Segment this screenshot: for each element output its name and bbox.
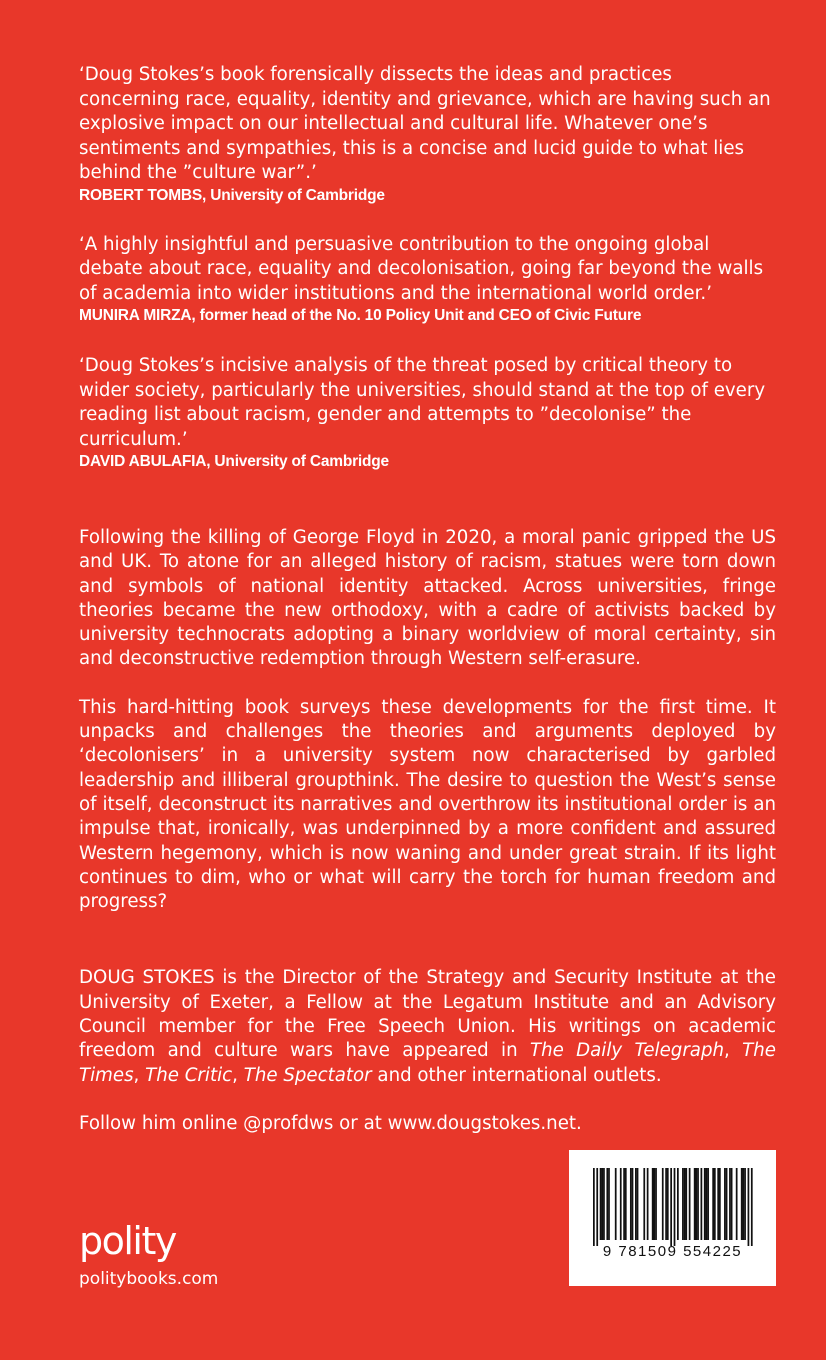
endorsement-quote: ‘Doug Stokes’s incisive analysis of the threat posed by critical theory to wider society, particularly the universities, should stand at the top of every reading list about racism, gender and attempts to ”decolonise” the curriculum.’ [79,355,766,450]
barcode-bar [655,1168,657,1240]
separator: , [724,1040,743,1062]
endorser-affiliation: , former head of the No. 10 Policy Unit and CEO of Civic Future [191,307,642,324]
barcode-bar [606,1168,608,1240]
barcode-bar [665,1168,667,1240]
barcode-bar [623,1168,625,1240]
barcode-bar [712,1168,714,1240]
endorser-name: DAVID ABULAFIA [79,453,207,470]
endorser-affiliation: , University of Cambridge [202,186,385,204]
endorser-name: MUNIRA MIRZA [79,307,192,324]
barcode-bar [685,1168,687,1240]
barcode-bar [662,1168,664,1240]
isbn-number: 9 781509 554225 [602,1243,743,1260]
blurb-paragraph-2: This hard-hitting book surveys these developments for the first time. It unpacks and challenges the theories and arguments deployed by ‘decolonisers’ in a university system now characterised by garbled leadership and illiberal groupthink. The desire to question the West’s sense of itself, deconstruct its narratives and overthrow its institutional order is an impulse that, ironically, was underpinned by a more confident and assured Western hegemony, which is now waning and under great strain. If its light continues to dim, who or what will carry the torch for human freedom and progress? [79,696,776,913]
endorsement-attribution [79,186,776,206]
barcode-bar [647,1168,649,1240]
publisher-website: politybooks.com [79,1269,219,1289]
barcode-bar [652,1168,654,1240]
barcode-bar [684,1168,686,1240]
publication-title: The Spectator [243,1064,372,1086]
separator: , [133,1064,146,1086]
endorsement-3 [79,354,776,472]
publication-title: The Times [79,1040,776,1086]
barcode-bar [653,1168,655,1240]
barcode-bar [596,1168,598,1246]
barcode-bar [748,1168,750,1246]
barcode-bar [682,1168,684,1240]
barcode-bar [608,1168,610,1240]
barcode-bar [643,1168,645,1240]
barcode-bar [697,1168,699,1240]
barcode-bar [694,1168,696,1240]
barcode-bar [731,1168,733,1240]
endorsement-quote: ‘Doug Stokes’s book forensically dissects the ideas and practices concerning race, equality, identity and grievance, which are having such an explosive impact on our intellectual and cultural life. Whatever one’s sentiments and sympathies, this is a concise and lucid guide to what lies behind the ”culture war”.’ [79,64,771,183]
barcode-bar [601,1168,603,1240]
endorsement-attribution [79,452,776,472]
barcode-bar [743,1168,745,1240]
barcode-bar [615,1168,617,1240]
barcode-bars [569,1150,776,1286]
barcode-bar [724,1168,726,1240]
barcode-bar [744,1168,746,1240]
barcode-bar [751,1168,753,1246]
publication-title: The Critic [145,1064,233,1086]
barcode-bar [695,1168,697,1240]
publisher-logo: polity [79,1219,176,1263]
barcode-bar [625,1168,627,1240]
barcode-bar [706,1168,708,1240]
barcode-bar [667,1168,669,1240]
barcode-bar [741,1168,743,1240]
barcode-bar [719,1168,721,1240]
barcode-bar [717,1168,719,1240]
endorsement-quote: ‘A highly insightful and persuasive contribution to the ongoing global debate about race, equality and decolonisation, going far beyond the walls of academia into wider institutions and the international world order.’ [79,233,764,304]
barcode-bar [637,1168,639,1240]
endorsement-1 [79,63,776,206]
barcode-bar [677,1168,679,1240]
barcode-bar [714,1168,716,1240]
endorsement-2 [79,233,776,327]
barcode-bar [674,1168,676,1246]
barcode-bar [736,1168,738,1240]
endorsement-attribution [79,306,776,326]
publication-title: The Daily Telegraph [529,1040,725,1062]
barcode-bar [600,1168,602,1240]
barcode-bar [632,1168,634,1240]
author-bio-outro: and other international outlets. [371,1064,662,1086]
endorser-name: ROBERT TOMBS [79,186,203,204]
barcode-bar [620,1168,622,1240]
isbn-barcode [569,1150,776,1286]
author-bio-intro: DOUG STOKES is the Director of the Strategy and Security Institute at the University of Exeter, a Fellow at the Legatum Institute and an Advisory Council member for the Free Speech Union. His writings on academic freedom and culture wars have appeared in [79,967,776,1062]
barcode-bar [689,1168,691,1240]
barcode-bar [593,1168,595,1246]
separator: , [232,1064,244,1086]
barcode-bar [670,1168,672,1246]
barcode-bar [707,1168,709,1240]
barcode-bar [603,1168,605,1240]
barcode-bar [729,1168,731,1240]
author-bio [79,966,776,1087]
back-cover-text [79,63,776,1136]
blurb-paragraph-1: Following the killing of George Floyd in 2020, a moral panic gripped the US and UK. To atone for an alleged history of racism, statues were torn down and symbols of national identity attacked. Across universities, fringe theories became the new orthodoxy, with a cadre of activists backed by university technocrats adopting a binary worldview of moral certainty, sin and deconstructive redemption through Western self-erasure. [79,527,776,670]
barcode-bar [635,1168,637,1240]
barcode-bar [701,1168,703,1240]
barcode-bar [726,1168,728,1240]
endorser-affiliation: , University of Cambridge [206,453,389,470]
barcode-bar [704,1168,706,1240]
follow-line: Follow him online @profdws or at www.dougstokes.net. [79,1112,582,1134]
barcode-bar [630,1168,632,1240]
